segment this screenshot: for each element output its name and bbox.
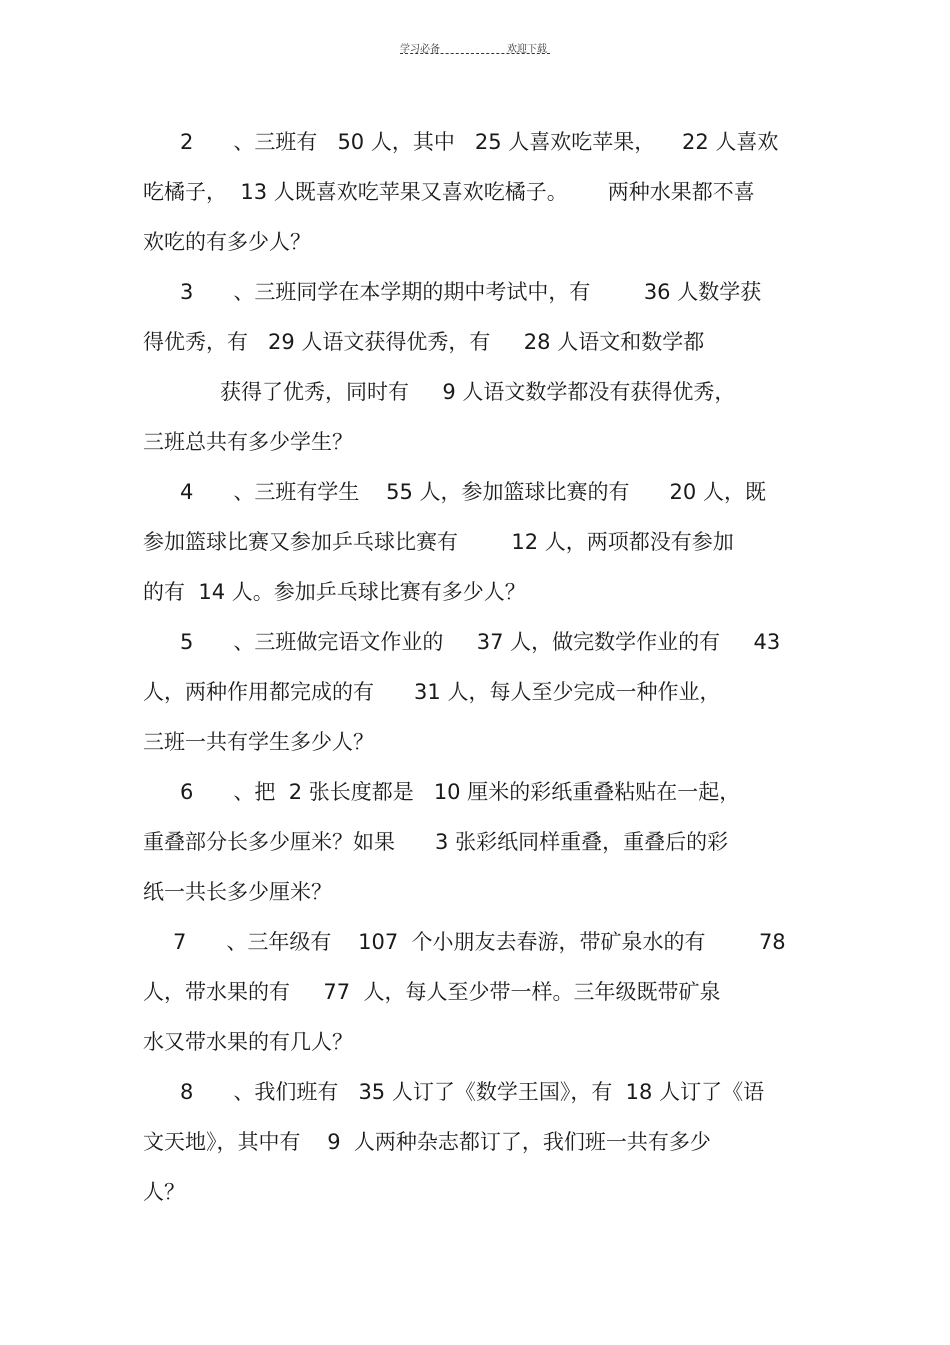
- text-line: 纸一共长多少厘米？: [143, 880, 332, 904]
- text-line: 重叠部分长多少厘米？如果 3 张彩纸同样重叠，重叠后的彩: [143, 830, 729, 854]
- text-line: 人？: [143, 1180, 185, 1204]
- text-line: 得优秀，有 29 人语文获得优秀，有 28 人语文和数学都: [143, 330, 705, 354]
- text-line: 2 、三班有 50 人，其中 25 人喜欢吃苹果， 22 人喜欢: [180, 130, 779, 154]
- text-line: 6 、把 2 张长度都是 10 厘米的彩纸重叠粘贴在一起，: [180, 780, 741, 804]
- text-line: 7 、三年级有 107 个小朋友去春游，带矿泉水的有 78: [173, 930, 786, 954]
- text-line: 文天地》，其中有 9 人两种杂志都订了，我们班一共有多少: [143, 1130, 711, 1154]
- page-header: [400, 40, 550, 54]
- text-line: 4 、三班有学生 55 人，参加篮球比赛的有 20 人，既: [180, 480, 766, 504]
- text-line: 水又带水果的有几人？: [143, 1030, 353, 1054]
- text-line: 欢吃的有多少人？: [143, 230, 311, 254]
- text-line: 获得了优秀，同时有 9 人语文数学都没有获得优秀，: [220, 380, 736, 404]
- text-line: 人，带水果的有 77 人，每人至少带一样。三年级既带矿泉: [143, 980, 721, 1004]
- text-line: 5 、三班做完语文作业的 37 人，做完数学作业的有 43: [180, 630, 781, 654]
- text-line: 三班总共有多少学生？: [143, 430, 353, 454]
- header-right-text: 欢迎下载: [507, 44, 547, 55]
- text-line: 吃橘子， 13 人既喜欢吃苹果又喜欢吃橘子。 两种水果都不喜: [143, 180, 755, 204]
- header-rule: [400, 53, 550, 54]
- text-line: 三班一共有学生多少人？: [143, 730, 374, 754]
- header-left-text: 学习必备: [400, 44, 440, 55]
- text-line: 3 、三班同学在本学期的期中考试中，有 36 人数学获: [180, 280, 762, 304]
- text-line: 8 、我们班有 35 人订了《数学王国》，有 18 人订了《语: [180, 1080, 765, 1104]
- text-line: 的有 14 人。参加乒乓球比赛有多少人？: [143, 580, 526, 604]
- text-line: 参加篮球比赛又参加乒乓球比赛有 12 人，两项都没有参加: [143, 530, 734, 554]
- text-line: 人，两种作用都完成的有 31 人，每人至少完成一种作业，: [143, 680, 721, 704]
